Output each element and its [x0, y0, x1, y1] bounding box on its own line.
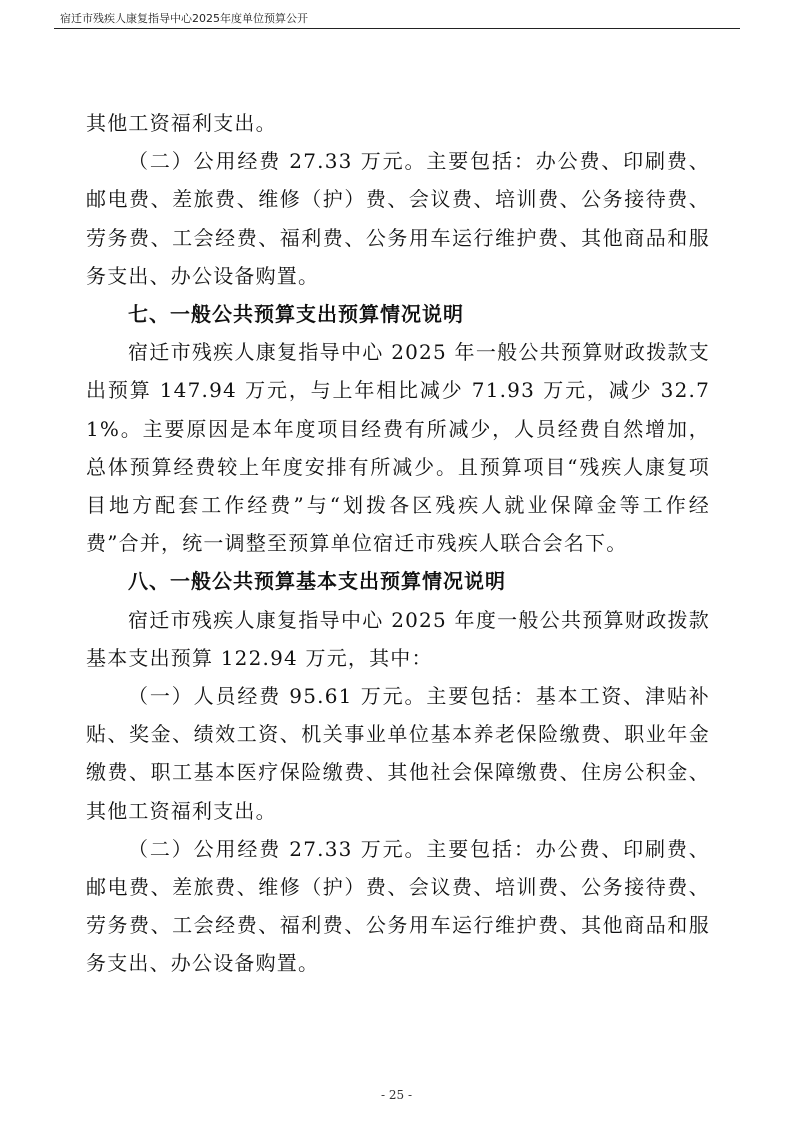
paragraph-public-expenses-2: （二）公用经费 27.33 万元。主要包括：办公费、印刷费、邮电费、差旅费、维修（护）费、会议费、培训费、公务接待费、劳务费、工会经费、福利费、公务用车运行维护费、其他商品和服务支出、办公设备购置。 — [86, 836, 710, 976]
document-body — [86, 104, 710, 983]
header-title: 宿迁市残疾人康复指导中心2025年度单位预算公开 — [60, 12, 308, 25]
paragraph-basic-expenditure: 宿迁市残疾人康复指导中心 2025 年度一般公共预算财政拨款基本支出预算 122.94 万元，其中： — [86, 607, 710, 670]
page-number: - 25 - — [380, 1088, 412, 1102]
section-heading-8: 八、一般公共预算基本支出预算情况说明 — [128, 569, 506, 594]
paragraph-public-expenses: （二）公用经费 27.33 万元。主要包括：办公费、印刷费、邮电费、差旅费、维修（护）费、会议费、培训费、公务接待费、劳务费、工会经费、福利费、公务用车运行维护费、其他商品和服务支出、办公设备购置。 — [86, 149, 710, 288]
paragraph-continuation: 其他工资福利支出。 — [86, 111, 277, 135]
paragraph-personnel-expenses: （一）人员经费 95.61 万元。主要包括：基本工资、津贴补贴、奖金、绩效工资、机关事业单位基本养老保险缴费、职业年金缴费、职工基本医疗保险缴费、其他社会保障缴费、住房公积金、其他工资福利支出。 — [86, 684, 710, 823]
section-heading-7: 七、一般公共预算支出预算情况说明 — [128, 302, 464, 327]
page-header — [54, 6, 740, 29]
paragraph-general-budget: 宿迁市残疾人康复指导中心 2025 年一般公共预算财政拨款支出预算 147.94 万元，与上年相比减少 71.93 万元，减少 32.71%。主要原因是本年度项目经费有所减少，人员经费自然增加，总体预算经费较上年度安排有所减少。且预算项目“残疾人康复项目地方配套工作经费”与“划拨各区残疾人就业保障金等工作经费”合并，统一调整至预算单位宿迁市残疾人联合会名下。 — [86, 340, 710, 556]
